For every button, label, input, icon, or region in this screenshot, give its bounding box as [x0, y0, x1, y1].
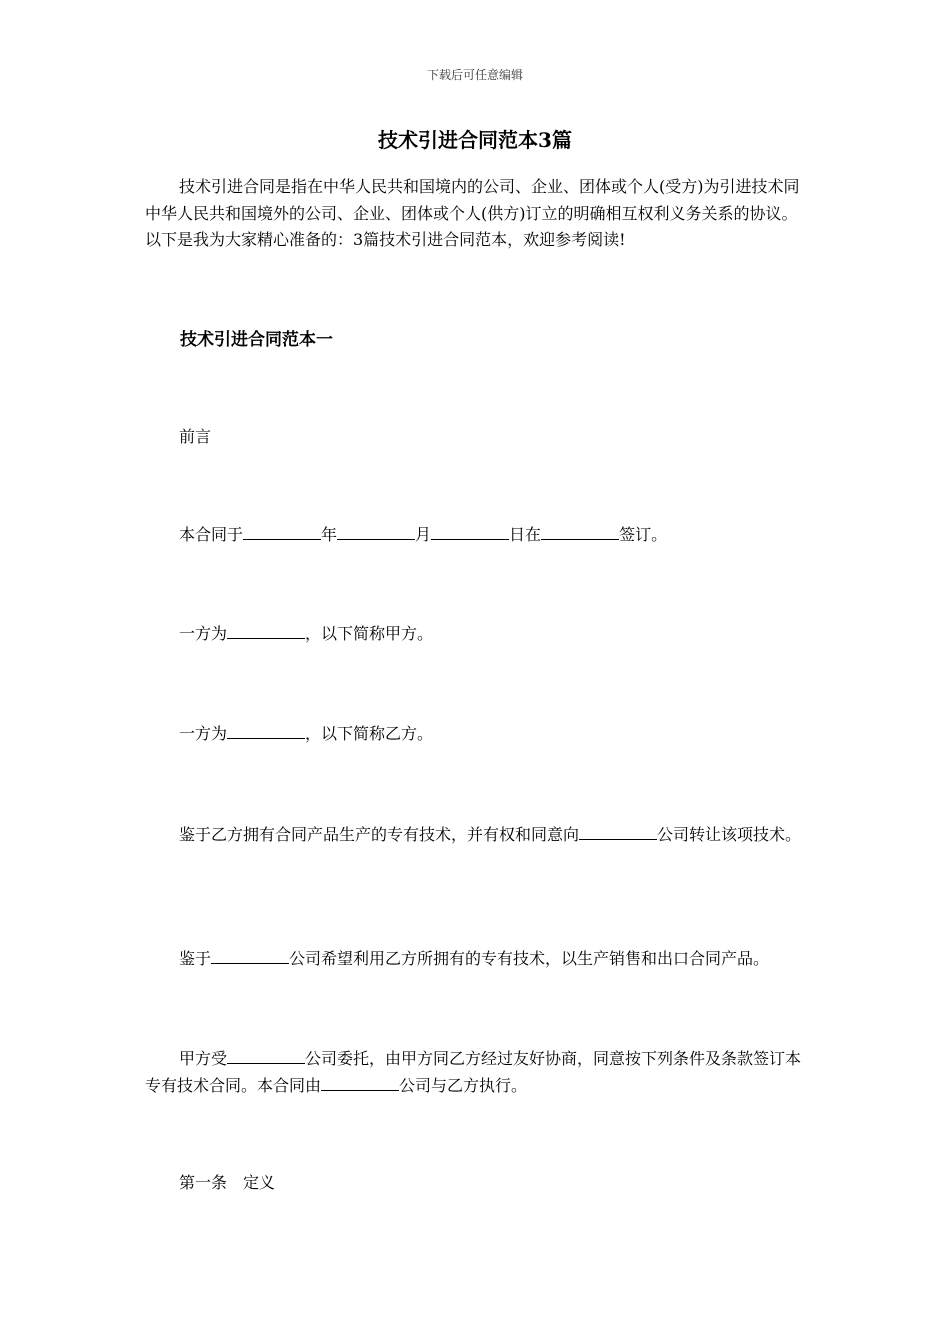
- whereas-2-paragraph: [145, 946, 810, 973]
- entrust-paragraph: [145, 1046, 810, 1099]
- header-note: 下载后可任意编辑: [426, 68, 523, 82]
- party-b-text-2: ，以下简称乙方。: [305, 724, 434, 743]
- whereas-2-text-1: 鉴于: [179, 949, 212, 968]
- preface-text: 前言: [179, 427, 212, 446]
- entrust-blank-1: [227, 1047, 305, 1064]
- intro-paragraph: 技术引进合同是指在中华人民共和国境内的公司、企业、团体或个人(受方)为引进技术同中华人民共和国境外的公司、企业、团体或个人(供方)订立的明确相互权利义务关系的协议。以下是我为大家精心准备的：3篇技术引进合同范本，欢迎参考阅读!: [145, 177, 800, 249]
- sign-date-paragraph: [145, 522, 810, 549]
- entrust-text-3: 公司与乙方执行。: [399, 1075, 528, 1095]
- party-a-paragraph: [145, 621, 810, 648]
- whereas-1-text-2: 公司转让该项技术。: [657, 825, 802, 844]
- sign-text-4: 日在: [509, 525, 542, 544]
- article-1-heading: [145, 1170, 810, 1197]
- section-heading-1: 技术引进合同范本一: [180, 330, 333, 350]
- whereas-1-paragraph: [145, 822, 810, 849]
- day-blank: [431, 523, 509, 540]
- sign-text-5: 签订。: [619, 525, 668, 544]
- party-a-text-2: ，以下简称甲方。: [305, 624, 434, 643]
- whereas-1-blank: [579, 823, 657, 840]
- party-b-text-1: 一方为: [179, 724, 228, 743]
- party-b-blank: [227, 722, 305, 739]
- preface-heading: [145, 424, 810, 451]
- document-title: 技术引进合同范本3篇: [378, 128, 572, 152]
- month-blank: [337, 523, 415, 540]
- whereas-2-text-2: 公司希望利用乙方所拥有的专有技术，以生产销售和出口合同产品。: [289, 949, 770, 968]
- entrust-text-2: 公司委托，由甲方同乙方经过友好协商，同意按下列条件及条款签订本专有技术合同。本合同由: [145, 1049, 802, 1095]
- whereas-2-blank: [211, 947, 289, 964]
- sign-text-1: 本合同于: [179, 525, 244, 544]
- sign-text-2: 年: [321, 525, 338, 544]
- party-a-text-1: 一方为: [179, 624, 228, 643]
- whereas-1-text-1: 鉴于乙方拥有合同产品生产的专有技术，并有权和同意向: [179, 825, 580, 844]
- year-blank: [243, 523, 321, 540]
- party-a-blank: [227, 622, 305, 639]
- entrust-text-1: 甲方受: [179, 1049, 228, 1068]
- party-b-paragraph: [145, 721, 810, 748]
- article-1-text: 第一条 定义: [179, 1173, 276, 1192]
- entrust-blank-2: [321, 1074, 399, 1091]
- place-blank: [541, 523, 619, 540]
- sign-text-3: 月: [415, 525, 432, 544]
